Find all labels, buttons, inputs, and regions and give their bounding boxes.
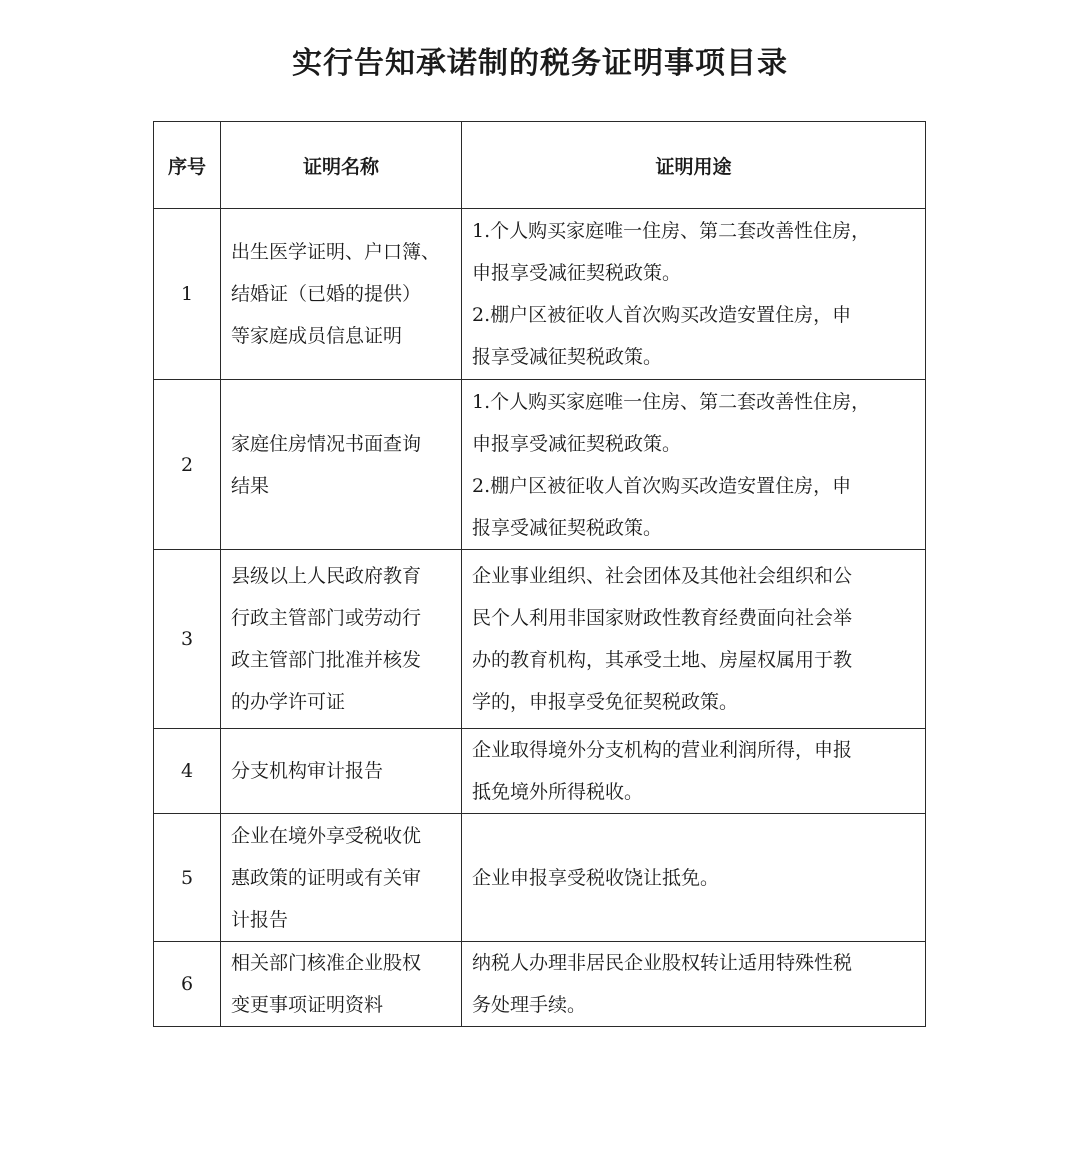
certificate-use-line: 报享受减征契税政策。 xyxy=(472,346,663,368)
row-number: 4 xyxy=(154,729,221,814)
table-row xyxy=(154,380,926,550)
certificate-use-line: 1.个人购买家庭唯一住房、第二套改善性住房， xyxy=(472,390,871,413)
certificate-name-line: 的办学许可证 xyxy=(231,691,346,713)
certificate-name xyxy=(221,942,462,1027)
certificate-name-line: 结婚证（已婚的提供） xyxy=(231,283,422,305)
certificate-name xyxy=(221,550,462,729)
certificate-use-line: 企业事业组织、社会团体及其他社会组织和公 xyxy=(472,565,853,587)
certificate-use-line: 企业申报享受税收饶让抵免。 xyxy=(472,866,720,889)
certificate-name-line: 等家庭成员信息证明 xyxy=(231,325,403,347)
table-row xyxy=(154,729,926,814)
certificate-name-line: 企业在境外享受税收优 xyxy=(231,824,422,847)
row-number: 1 xyxy=(154,209,221,380)
certificate-use xyxy=(462,380,926,550)
certificate-use-line: 企业取得境外分支机构的营业利润所得，申报 xyxy=(472,739,853,761)
certificate-name-line: 相关部门核准企业股权 xyxy=(231,952,422,974)
certificate-use-line: 2.棚户区被征收人首次购买改造安置住房，申 xyxy=(472,304,852,326)
certificate-name-line: 家庭住房情况书面查询 xyxy=(231,432,422,455)
table-body xyxy=(154,209,926,1027)
certificate-use-line: 民个人利用非国家财政性教育经费面向社会举 xyxy=(472,607,853,629)
row-number: 2 xyxy=(154,380,221,550)
certificate-name-line: 行政主管部门或劳动行 xyxy=(231,607,422,629)
certificate-name-line: 县级以上人民政府教育 xyxy=(231,565,422,587)
certificate-name-line: 惠政策的证明或有关审 xyxy=(231,866,422,889)
certificate-use-line: 申报享受减征契税政策。 xyxy=(472,432,682,455)
certificate-use xyxy=(462,209,926,380)
header-use: 证明用途 xyxy=(462,122,926,209)
certificate-name-line: 计报告 xyxy=(231,908,289,931)
table-header-row xyxy=(154,122,926,209)
certificate-use xyxy=(462,814,926,942)
certificate-use-line: 抵免境外所得税收。 xyxy=(472,781,644,803)
table-row xyxy=(154,550,926,729)
certificate-name-line: 分支机构审计报告 xyxy=(231,760,384,782)
certificate-use xyxy=(462,942,926,1027)
certificate-catalog-table xyxy=(153,121,926,1027)
header-name: 证明名称 xyxy=(221,122,462,209)
certificate-name-line: 政主管部门批准并核发 xyxy=(231,649,422,671)
certificate-name xyxy=(221,729,462,814)
certificate-name-line: 变更事项证明资料 xyxy=(231,994,384,1016)
table-row xyxy=(154,814,926,942)
certificate-name-line: 结果 xyxy=(231,474,270,497)
certificate-name xyxy=(221,380,462,550)
certificate-use-line: 办的教育机构，其承受土地、房屋权属用于教 xyxy=(472,649,853,671)
table-row xyxy=(154,209,926,380)
row-number: 6 xyxy=(154,942,221,1027)
certificate-use-line: 学的，申报享受免征契税政策。 xyxy=(472,691,739,713)
certificate-use xyxy=(462,550,926,729)
header-no: 序号 xyxy=(154,122,221,209)
certificate-use-line: 申报享受减征契税政策。 xyxy=(472,262,682,284)
certificate-use-line: 1.个人购买家庭唯一住房、第二套改善性住房， xyxy=(472,220,871,242)
certificate-name xyxy=(221,209,462,380)
row-number: 5 xyxy=(154,814,221,942)
row-number: 3 xyxy=(154,550,221,729)
certificate-use-line: 务处理手续。 xyxy=(472,994,587,1016)
certificate-name-line: 出生医学证明、户口簿、 xyxy=(231,241,441,263)
certificate-use xyxy=(462,729,926,814)
certificate-name xyxy=(221,814,462,942)
table-row xyxy=(154,942,926,1027)
page-title: 实行告知承诺制的税务证明事项目录 xyxy=(292,46,788,81)
certificate-use-line: 2.棚户区被征收人首次购买改造安置住房，申 xyxy=(472,474,852,497)
certificate-use-line: 纳税人办理非居民企业股权转让适用特殊性税 xyxy=(472,952,853,974)
certificate-use-line: 报享受减征契税政策。 xyxy=(472,516,663,539)
